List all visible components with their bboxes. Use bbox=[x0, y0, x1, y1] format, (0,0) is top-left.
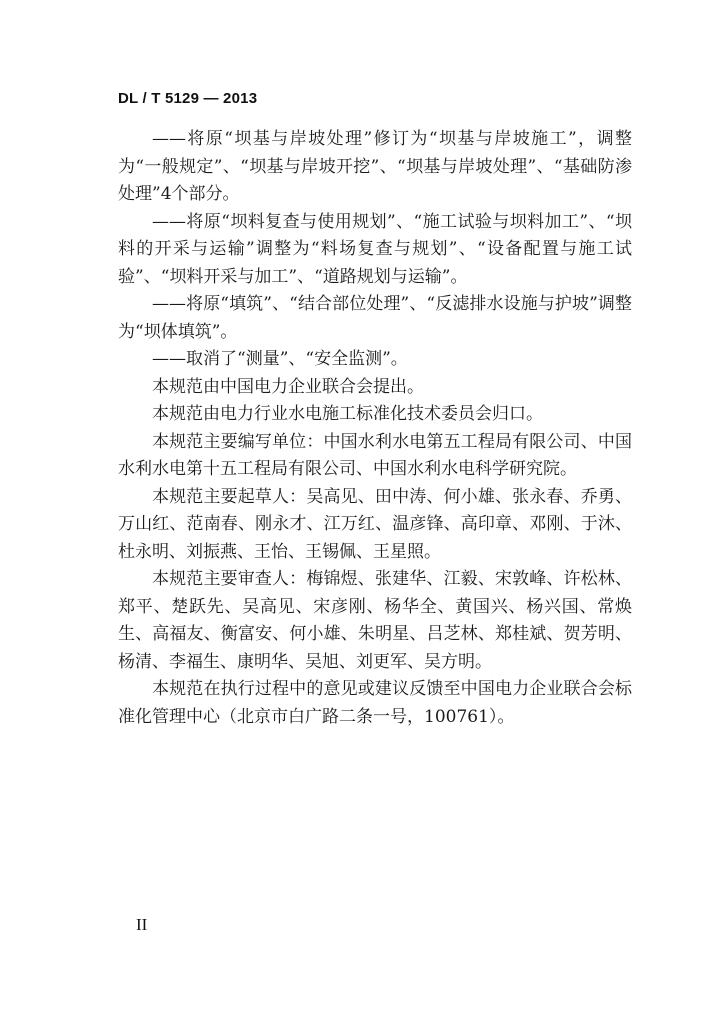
paragraph: 本规范主要起草人：吴高见、田中涛、何小雄、张永春、乔勇、万山红、范南春、刚永才、江万红、温彦锋、高印章、邓刚、于沐、杜永明、刘振燕、王怡、王锡佩、王星照。 bbox=[118, 486, 632, 562]
page-number: II bbox=[136, 915, 148, 934]
foreword-body bbox=[118, 126, 632, 731]
paragraph: 本规范主要编写单位：中国水利水电第五工程局有限公司、中国水利水电第十五工程局有限公司、中国水利水电科学研究院。 bbox=[118, 431, 632, 479]
paragraph: ——将原“坝基与岸坡处理”修订为“坝基与岸坡施工”，调整为“一般规定”、“坝基与岸坡开挖”、“坝基与岸坡处理”、“基础防渗处理”4个部分。 bbox=[118, 129, 632, 204]
standard-code-header: DL / T 5129 — 2013 bbox=[118, 90, 258, 107]
paragraph: 本规范由中国电力企业联合会提出。 bbox=[152, 376, 424, 397]
paragraph: ——取消了“测量”、“安全监测”。 bbox=[152, 349, 408, 369]
paragraph: ——将原“坝料复查与使用规划”、“施工试验与坝料加工”、“坝料的开采与运输”调整为“料场复查与规划”、“设备配置与施工试验”、“坝料开采与加工”、“道路规划与运输”。 bbox=[118, 211, 632, 287]
paragraph: 本规范在执行过程中的意见或建议反馈至中国电力企业联合会标准化管理中心（北京市白广路二条一号，100761）。 bbox=[118, 679, 632, 727]
paragraph: 本规范主要审查人：梅锦煜、张建华、江毅、宋敦峰、许松林、郑平、楚跃先、吴高见、宋彦刚、杨华全、黄国兴、杨兴国、常焕生、高福友、衡富安、何小雄、朱明星、吕芝林、郑桂斌、贺芳明、杨清、李福生、康明华、吴旭、刘更军、吴方明。 bbox=[118, 569, 632, 672]
paragraph: ——将原“填筑”、“结合部位处理”、“反滤排水设施与护坡”调整为“坝体填筑”。 bbox=[118, 294, 632, 342]
paragraph: 本规范由电力行业水电施工标准化技术委员会归口。 bbox=[152, 404, 543, 424]
